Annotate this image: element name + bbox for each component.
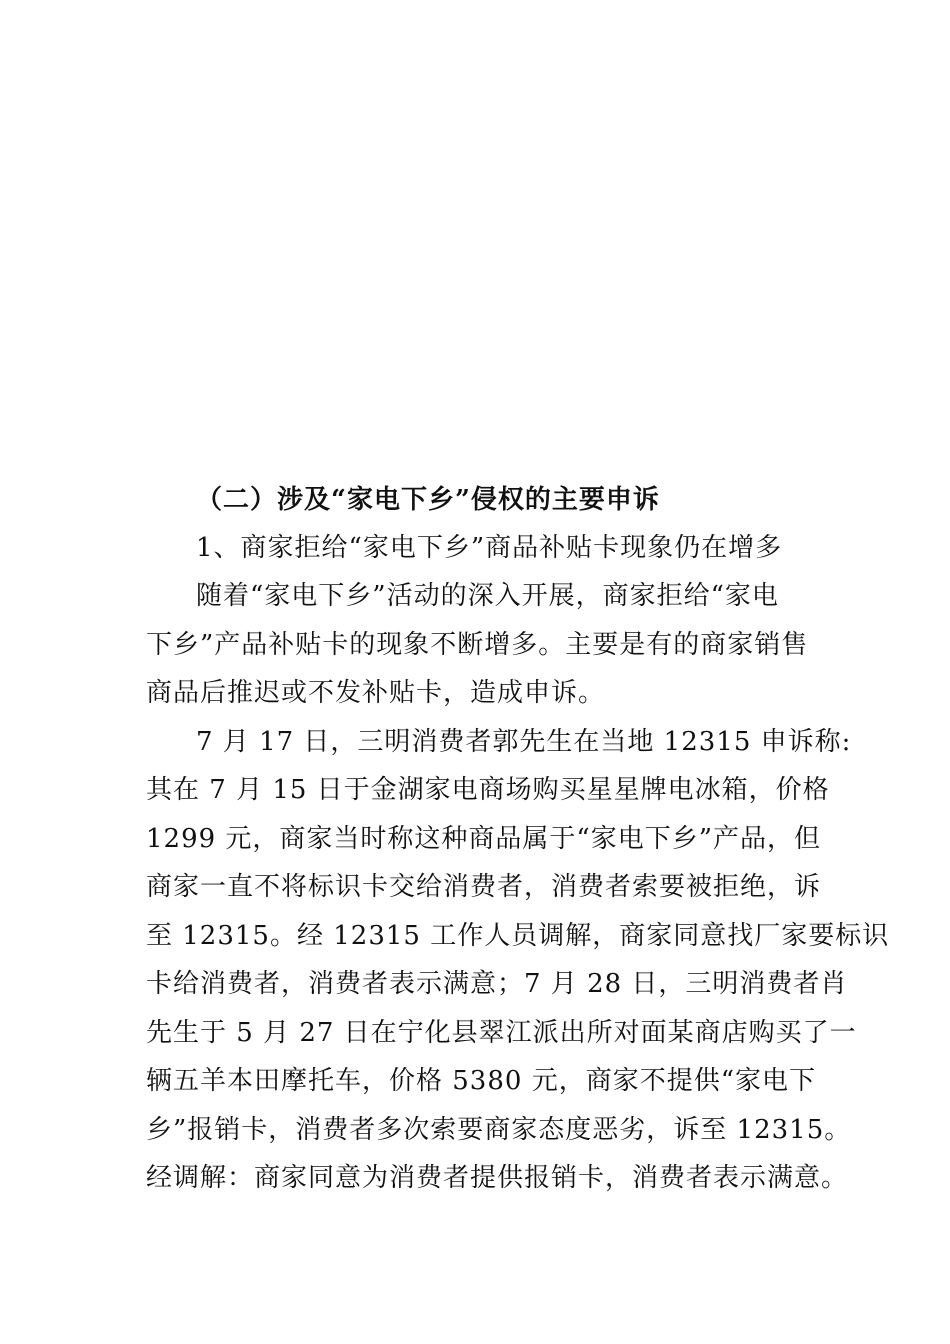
subsection-heading: 1、商家拒给“家电下乡”商品补贴卡现象仍在增多: [196, 533, 783, 563]
paragraph-line: 下乡”产品补贴卡的现象不断增多。主要是有的商家销售: [146, 629, 809, 660]
paragraph-line: 随着“家电下乡”活动的深入开展，商家拒给“家电: [196, 581, 779, 611]
paragraph-line: 至 12315。经 12315 工作人员调解，商家同意找厂家要标识: [146, 920, 890, 951]
paragraph-line: 辆五羊本田摩托车，价格 5380 元，商家不提供“家电下: [146, 1066, 816, 1096]
paragraph-line: 乡”报销卡，消费者多次索要商家态度恶劣，诉至 12315。: [146, 1114, 852, 1145]
paragraph-line: 商品后推迟或不发补贴卡，造成申诉。: [146, 678, 606, 708]
paragraph-line: 先生于 5 月 27 日在宁化县翠江派出所对面某商店购买了一: [146, 1017, 857, 1048]
paragraph-line: 7 月 17 日，三明消费者郭先生在当地 12315 申诉称:: [196, 726, 852, 757]
paragraph-1: [146, 572, 809, 718]
paragraph-line: 商家一直不将标识卡交给消费者，消费者索要被拒绝，诉: [146, 872, 822, 902]
paragraph-line: 经调解：商家同意为消费者提供报销卡，消费者表示满意。: [146, 1163, 849, 1193]
paragraph-line: 卡给消费者，消费者表示满意；7 月 28 日，三明消费者肖: [146, 969, 848, 999]
section-heading: （二）涉及“家电下乡”侵权的主要申诉: [196, 485, 660, 515]
paragraph-line: 1299 元，商家当时称这种商品属于“家电下乡”产品，但: [146, 823, 822, 854]
paragraph-line: 其在 7 月 15 日于金湖家电商场购买星星牌电冰箱，价格: [146, 775, 830, 805]
document-body: [146, 476, 890, 1203]
paragraph-2: [146, 718, 890, 1203]
